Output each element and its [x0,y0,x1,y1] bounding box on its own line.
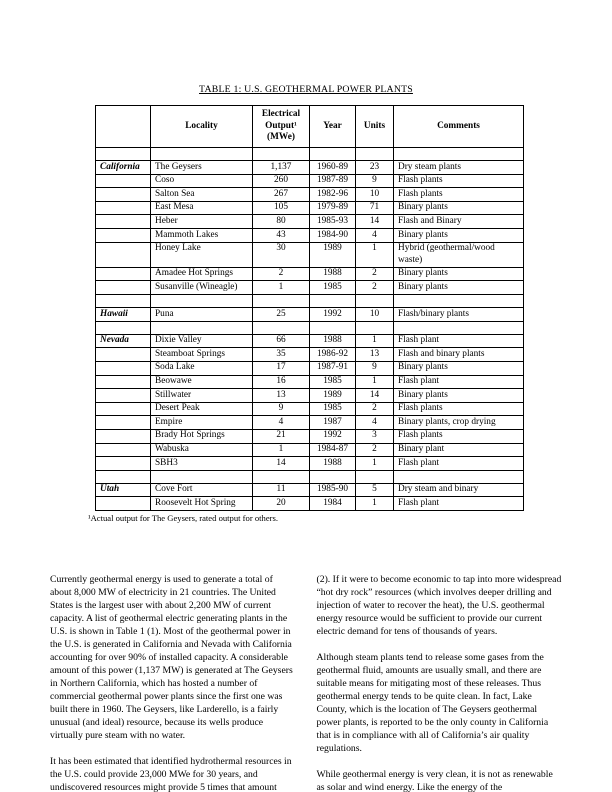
table-cell: Cove Fort [151,483,253,497]
table-footnote: ¹Actual output for The Geysers, rated output for others. [88,513,278,524]
table-cell: 267 [253,188,310,202]
state-cell [96,201,151,215]
table-cell: 1987-89 [310,174,356,188]
state-cell [96,321,151,334]
table-cell: Binary plant [394,443,524,457]
body-text [0,573,612,792]
state-cell: Nevada [96,334,151,348]
table-cell: 10 [356,308,394,322]
table-cell: East Mesa [151,201,253,215]
table-cell: 2 [356,402,394,416]
table-cell: Honey Lake [151,242,253,267]
table-cell: Flash plants [394,188,524,202]
geothermal-table [95,105,524,511]
table-row [96,402,524,416]
state-cell [96,215,151,229]
table-cell: Flash plant [394,497,524,511]
table-cell: 1960-89 [310,161,356,175]
table-cell: 1987 [310,416,356,430]
state-cell [96,281,151,295]
table-cell: 1988 [310,457,356,471]
table-row [96,188,524,202]
table-row [96,215,524,229]
paragraph: While geothermal energy is very clean, it is not as renewable as solar and wind energy. Like the energy of the [316,769,553,792]
table-cell: Flash plants [394,174,524,188]
table-cell: 1984-90 [310,229,356,243]
table-cell [310,321,356,334]
table-cell: 1 [356,497,394,511]
table-cell: 1985-93 [310,215,356,229]
table-row [96,457,524,471]
table-cell: Flash plants [394,402,524,416]
table-cell: 43 [253,229,310,243]
state-cell [96,470,151,483]
table-cell [310,470,356,483]
column-header: Year [310,106,356,148]
table-cell: Empire [151,416,253,430]
state-cell [96,361,151,375]
paragraph: Although steam plants tend to release some gases from the geothermal fluid, amounts are usually small, and there are suitable means for mitigating most of these releases. Thus geothermal energy tends to be quite clean. In fact, Lake County, which is the location of The Geysers geothermal power plants, is reported to be the only county in California that is in compliance with all of California’s air quality regulations. [316,652,549,755]
state-cell: California [96,161,151,175]
table-cell: 9 [356,174,394,188]
table-cell: 14 [356,215,394,229]
table-row [96,483,524,497]
table-row [96,389,524,403]
table-cell [310,148,356,161]
table-row [96,281,524,295]
table-cell: 1985 [310,375,356,389]
table-row [96,361,524,375]
table-cell: Mammoth Lakes [151,229,253,243]
table-cell: Brady Hot Springs [151,429,253,443]
table-cell: 2 [356,267,394,281]
table-row [96,295,524,308]
table-cell: 5 [356,483,394,497]
table-cell: 1 [356,375,394,389]
table-row [96,229,524,243]
state-cell [96,457,151,471]
table-cell: Desert Peak [151,402,253,416]
table-cell: 1985-90 [310,483,356,497]
table-cell: 11 [253,483,310,497]
table-row [96,348,524,362]
table-row [96,375,524,389]
table-cell: 1989 [310,389,356,403]
column-header: Locality [151,106,253,148]
table-cell: 14 [253,457,310,471]
table-row [96,267,524,281]
table-head [96,106,524,148]
state-cell [96,416,151,430]
table-row [96,497,524,511]
table-cell [151,470,253,483]
table-cell: 1 [356,457,394,471]
table-row [96,174,524,188]
column-header: Comments [394,106,524,148]
table-cell [151,148,253,161]
table-cell: Binary plants [394,229,524,243]
table-cell: Flash/binary plants [394,308,524,322]
table-cell: Coso [151,174,253,188]
table-cell: 1986-92 [310,348,356,362]
state-cell [96,148,151,161]
table-cell: Roosevelt Hot Spring [151,497,253,511]
table-cell: 71 [356,201,394,215]
table-cell [394,148,524,161]
state-cell [96,375,151,389]
state-cell: Utah [96,483,151,497]
table-cell: 1,137 [253,161,310,175]
table-row [96,321,524,334]
table-cell: Binary plants [394,389,524,403]
table-row [96,443,524,457]
table-row [96,334,524,348]
table-cell: Dry steam and binary [394,483,524,497]
state-cell [96,348,151,362]
table-cell: Steamboat Springs [151,348,253,362]
table-title: TABLE 1: U.S. GEOTHERMAL POWER PLANTS [199,84,413,95]
table-cell: Binary plants, crop drying [394,416,524,430]
table-cell: Heber [151,215,253,229]
table-cell: Susanville (Wineagle) [151,281,253,295]
state-cell [96,389,151,403]
table-cell: 1 [253,281,310,295]
table-cell: 21 [253,429,310,443]
table-cell: 1988 [310,334,356,348]
table-row [96,470,524,483]
table-cell: 260 [253,174,310,188]
table-row [96,416,524,430]
table-cell: Flash and Binary [394,215,524,229]
table-cell: 13 [253,389,310,403]
table-cell: 25 [253,308,310,322]
state-cell [96,429,151,443]
column-header [96,106,151,148]
table-cell: 4 [356,416,394,430]
table-cell: Dry steam plants [394,161,524,175]
table-cell [356,470,394,483]
table-cell: 35 [253,348,310,362]
table-cell: 1985 [310,402,356,416]
text-column-right [317,573,563,792]
table-cell: 1989 [310,242,356,267]
column-header: Units [356,106,394,148]
table-cell: 1985 [310,281,356,295]
table-cell: Flash plant [394,457,524,471]
table-row [96,242,524,267]
table-cell [253,148,310,161]
table-cell: 1992 [310,429,356,443]
table-cell: 2 [253,267,310,281]
table-cell: 105 [253,201,310,215]
state-cell [96,229,151,243]
table-cell: 14 [356,389,394,403]
state-cell [96,295,151,308]
table-cell: 1982-96 [310,188,356,202]
table-cell: 13 [356,348,394,362]
table-cell: 1988 [310,267,356,281]
table-cell: 1 [356,242,394,267]
table-cell: 16 [253,375,310,389]
table-cell: 1984 [310,497,356,511]
state-cell [96,443,151,457]
table-cell: Salton Sea [151,188,253,202]
table-cell [151,321,253,334]
table-cell: 4 [356,229,394,243]
state-cell [96,242,151,267]
table-cell: 3 [356,429,394,443]
table-cell [394,470,524,483]
table-cell: Soda Lake [151,361,253,375]
table-cell: 66 [253,334,310,348]
table-row [96,308,524,322]
table-cell [394,321,524,334]
table-cell: Binary plants [394,361,524,375]
table-cell [253,295,310,308]
paragraph: It has been estimated that identified hydrothermal resources in the U.S. could provide 23,000 MWe for 30 years, and undiscovered resources might provide 5 times that amount [50,756,292,792]
table-cell: Beowawe [151,375,253,389]
table-cell: 4 [253,416,310,430]
table-row [96,201,524,215]
table-cell: 20 [253,497,310,511]
table-cell: 2 [356,443,394,457]
table-cell [356,295,394,308]
table-cell: 80 [253,215,310,229]
table-cell [253,470,310,483]
table-row [96,429,524,443]
table-cell: Flash plant [394,334,524,348]
table-cell: Wabuska [151,443,253,457]
table-cell: 30 [253,242,310,267]
table-cell [310,295,356,308]
paragraph: Currently geothermal energy is used to generate a total of about 8,000 MW of electricity in 21 countries. The United States is the largest user with about 2,200 MW of current capacity. A list of geothermal electric generating plants in the U.S. is shown in Table 1 (1). Most of the geothermal power in the U.S. is generated in California and Nevada with California accounting for over 90% of installed capacity. A considerable amount of this power (1,137 MW) is generated at The Geysers in Northern California, which has hosted a number of commercial geothermal power plants since the first one was built there in 1960. The Geysers, like Larderello, is a fairly unusual (and ideal) resource, because its wells produce virtually pure steam with no water. [50,574,293,742]
table-header-row [96,106,524,148]
state-cell [96,497,151,511]
table-body [96,148,524,511]
table-cell: 1987-91 [310,361,356,375]
table-cell: Stillwater [151,389,253,403]
table-cell: 10 [356,188,394,202]
table-cell: The Geysers [151,161,253,175]
table-cell: 1979-89 [310,201,356,215]
table-row [96,161,524,175]
table-cell: 1 [253,443,310,457]
table-cell [394,295,524,308]
state-cell [96,402,151,416]
table-cell: Puna [151,308,253,322]
table-cell: Flash plant [394,375,524,389]
table-cell: Binary plants [394,201,524,215]
table-cell: Binary plants [394,267,524,281]
table-row [96,148,524,161]
state-cell [96,267,151,281]
paragraph: (2). If it were to become economic to tap into more widespread “hot dry rock” resources (which involves deeper drilling and injection of water to recover the heat), the U.S. geothermal energy resource would be sufficient to provide our current electric demand for tens of thousands of years. [316,574,562,638]
table-cell [356,148,394,161]
table-cell: Flash plants [394,429,524,443]
table-cell: Dixie Valley [151,334,253,348]
table-cell: SBH3 [151,457,253,471]
table-cell: Hybrid (geothermal/wood waste) [394,242,524,267]
table-cell: 9 [253,402,310,416]
state-cell [96,188,151,202]
text-column-left [50,573,296,792]
state-cell: Hawaii [96,308,151,322]
column-header: Electrical Output¹ (MWe) [253,106,310,148]
table-cell: Amadee Hot Springs [151,267,253,281]
table-cell: 23 [356,161,394,175]
table-cell: 17 [253,361,310,375]
table-cell: 1984-87 [310,443,356,457]
table-cell: 9 [356,361,394,375]
table-cell: 2 [356,281,394,295]
table-cell [356,321,394,334]
table-cell: 1992 [310,308,356,322]
table-cell: Flash and binary plants [394,348,524,362]
table-cell [151,295,253,308]
table-cell: 1 [356,334,394,348]
table-cell [253,321,310,334]
table-cell: Binary plants [394,281,524,295]
state-cell [96,174,151,188]
